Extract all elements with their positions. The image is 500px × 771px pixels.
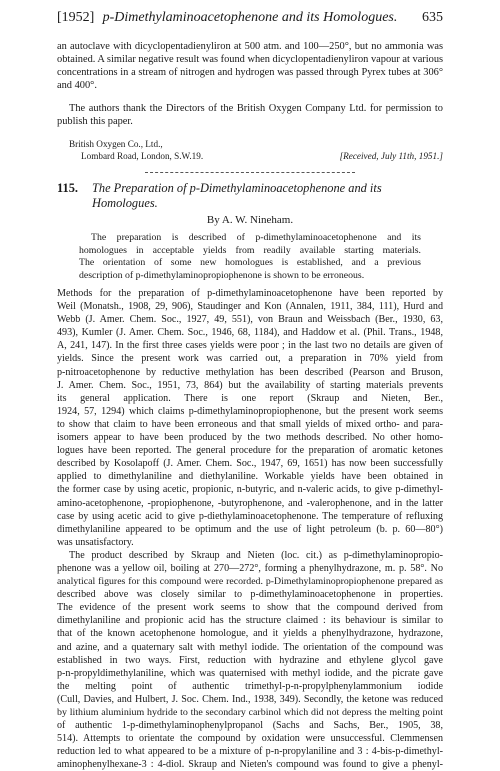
text-line: and 400°. [57, 80, 97, 91]
text-line: dimethylaniline appeared to be optimum and the use of light petroleum (b. p. 60—80°) [57, 523, 443, 535]
address-text: Lombard Road, London, S.W.19. [81, 151, 204, 161]
text-line: that of the known acetophenone homologue, and it yields a phenylhydrazone, hydrazone, [57, 628, 443, 640]
body-paragraph [57, 549, 443, 771]
text-line: its general application. There is one report (Skraup and Nieten, Ber., [57, 392, 443, 404]
text-line: The product described by Skraup and Nieten (loc. cit.) as p-dimethylaminopropio- [69, 549, 443, 561]
acknowledgement [57, 102, 443, 128]
affiliation-line [57, 150, 443, 162]
text-line: The preparation is described of p-dimethylaminoacetophenone and its [91, 232, 421, 243]
affiliation-block [57, 138, 443, 162]
page-content [57, 40, 443, 771]
header-page-number: 635 [422, 10, 443, 25]
text-line: described above was closely similar to p-dimethylaminoacetophenone in properties. [57, 589, 443, 601]
article-title-line: Homologues. [92, 196, 158, 210]
text-line: 1924, 57, 1294) which claims p-dimethylaminopropiophenone, but the present work seems [57, 405, 443, 417]
text-line: The authors thank the Directors of the British Oxygen Company Ltd. for permission to [69, 103, 443, 114]
text-line: of authentic 1-p-dimethylaminophenylpropanol (Sachs and Sachs, Ber., 1905, 38, [57, 720, 443, 732]
article-title-line: The Preparation of p-Dimethylaminoacetophenone and its [92, 181, 382, 195]
text-line: established in two ways. First, reduction with hydrazine and ethylene glycol gave [57, 654, 443, 666]
text-line: amino-acetophenone, -propiophenone, -butyrophenone, and -valerophenone, and in the latter [57, 497, 443, 509]
affiliation-line: British Oxygen Co., Ltd., [69, 139, 163, 149]
abstract [57, 232, 443, 282]
text-line: was unsatisfactory. [57, 536, 134, 548]
body-paragraph [57, 287, 443, 549]
text-line: reduction led to what appeared to be a mixture of p-n-propylaniline and 3 : 4-bis-p-dimethyl- [57, 746, 443, 758]
text-line: aminophenylhexane-3 : 4-diol. Skraup and Nieten's compound was found to give a phenyl- [57, 759, 443, 771]
header-year: [1952] [57, 10, 95, 25]
text-line: by lithium aluminium hydride to the secondary carbinol which did not depress the melting point [57, 707, 443, 718]
article-title [57, 181, 443, 211]
text-line: description of p-dimethylaminopropiophenone is shown to be erroneous. [79, 269, 365, 281]
text-line: the melting point of authentic trimethyl-p-n-propylphenylammonium iodide [57, 680, 443, 692]
text-line: p-nitroacetophenone by reductive methylation has been described (Pearson and Bruson, [57, 366, 443, 378]
previous-article-end [57, 40, 443, 92]
text-line: and azine, and a quaternary salt with methyl iodide. The orientation of the compound was [57, 641, 443, 653]
text-line: to show that claim to have been erroneous and that small yields of mixed ortho- and para- [57, 418, 443, 430]
section-divider [145, 172, 355, 173]
text-line: Webb (J. Amer. Chem. Soc., 1927, 49, 551), von Braun and Weissbach (Ber., 1930, 63, [57, 314, 443, 326]
text-line: case by using acetic acid to give p-diethylaminoacetophenone. The temperature of refluxing [57, 510, 443, 522]
author-byline: By A. W. Nineham. [206, 214, 294, 226]
received-date: [Received, July 11th, 1951.] [339, 151, 443, 161]
text-line: analytical figures for this compound were recorded. p-Dimethylaminopropiophenone prepared as [57, 576, 443, 588]
text-line: an autoclave with dicyclopentadienyliron at 500 atm. and 100—250°, but no ammonia was [57, 41, 443, 52]
text-line: 514). Attempts to orientate the compound by oxidation were unsuccessful. Clemmensen [57, 733, 443, 745]
text-line: p-n-propyldimethylaniline, which was quaternised with methyl iodide, and the picrate gave [57, 667, 443, 679]
text-line: publish this paper. [57, 116, 133, 127]
running-header [57, 10, 443, 30]
text-line: A, 241, 147). In the first three cases yields were poor ; in the last two no details are given of [57, 340, 443, 352]
text-line: (Cull, Davies, and Hulbert, J. Soc. Chem. Ind., 1938, 349). Secondly, the ketone was reduced [57, 693, 443, 705]
text-line: The evidence of the present work seems to show that the compound derived from [57, 602, 443, 614]
text-line: dimethylaniline and propionic acid has the structure claimed : its behaviour is similar to [57, 615, 443, 627]
text-line: homologues in acceptable yields from readily available starting materials. [79, 244, 421, 256]
text-line: concentrations in a stream of nitrogen and hydrogen was passed through Pyrex tubes at 306° [57, 67, 443, 78]
text-line: phenone was a yellow oil, boiling at 270—272°, forming a phenylhydrazone, m. p. 58°. No [57, 562, 443, 574]
article-number: 115. [57, 181, 78, 195]
text-line: isomers appear to have been produced by the two methods described. No other homo- [57, 432, 443, 444]
text-line: The orientation of some new homologues is established, and a previous [79, 257, 421, 268]
header-running-title: p-Dimethylaminoacetophenone and its Homologues. [102, 10, 398, 25]
text-line: J. Amer. Chem. Soc., 1951, 73, 864) but the availability of starting materials prevents [57, 379, 443, 391]
article-body [57, 287, 443, 771]
text-line: yields. Since the present work was carried out, a preparation in 70% yield from [57, 353, 443, 365]
text-line: logues have been reported. The general procedure for the preparation of aromatic ketones [57, 445, 443, 457]
text-line: obtained. A similar negative result was found when dicyclopentadienyliron vapour at various [57, 54, 444, 65]
text-line: applied to dimethylaniline and diethylaniline. Workable yields have been obtained in [57, 471, 443, 483]
text-line: Methods for the preparation of p-dimethylaminoacetophenone have been reported by [57, 288, 443, 299]
text-line: the former case by using acetic, propionic, n-butyric, and n-valeric acids, to give p-dimethyl- [57, 484, 443, 496]
text-line: described by Kosolapoff (J. Amer. Chem. Soc., 1947, 69, 1651) has now been successfully [57, 458, 443, 470]
text-line: Weil (Monatsh., 1908, 29, 906), Staudinger and Kon (Annalen, 1911, 384, 111), Hurd and [57, 301, 443, 313]
text-line: 493), Kumler (J. Amer. Chem. Soc., 1946, 68, 1184), and Haddow et al. (Phil. Trans., 1948, [57, 327, 443, 339]
